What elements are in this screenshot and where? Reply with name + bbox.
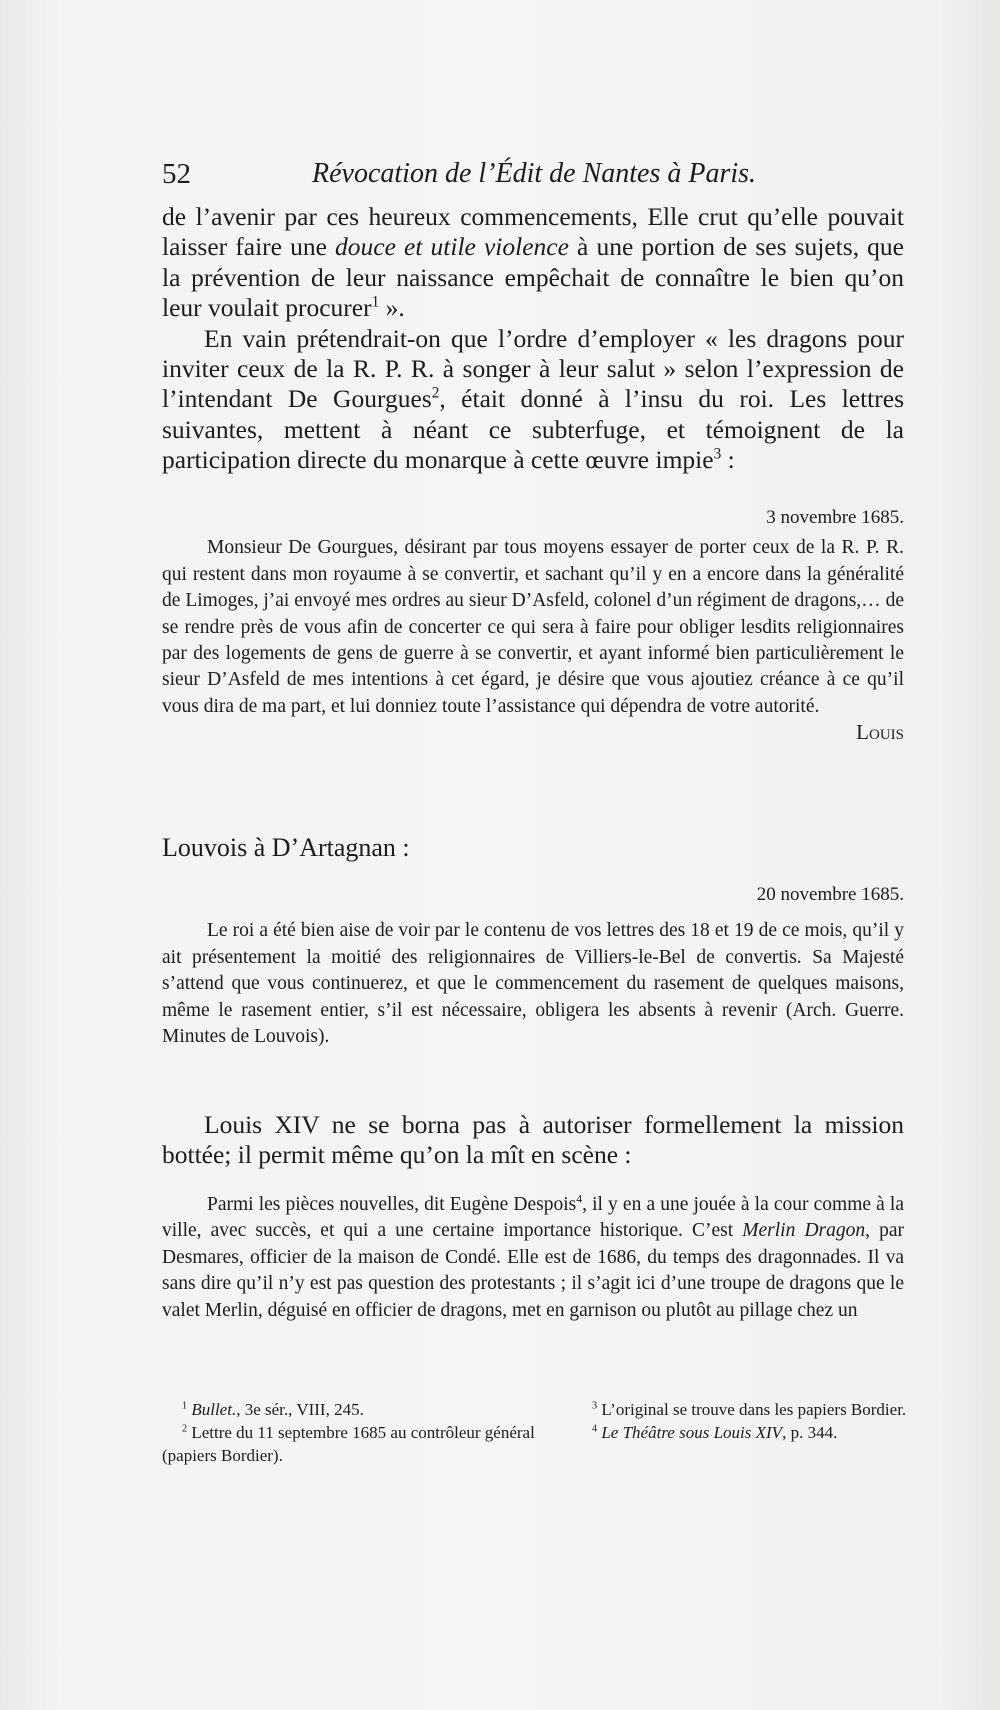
main-text	[162, 202, 904, 476]
footnote-3	[572, 1398, 908, 1421]
paragraph-3-block	[162, 1110, 904, 1171]
paragraph-1-italic: douce et utile violence	[335, 232, 569, 262]
running-title: Révocation de l’Édit de Nantes à Paris.	[312, 158, 757, 189]
footnote-1-number: 1	[182, 1400, 188, 1412]
paragraph-2-end: :	[721, 445, 735, 475]
letter-1-body: Monsieur De Gourgues, désirant par tous moyens essayer de porter ceux de la R. P. R. qui restent dans mon royaume à se convertir, et sachant qu’il y en a encore dans la généralité de Limoges, j’ai envoyé mes ordres au sieur D’Asfeld, colonel d’un régiment de dragons,… de se rendre près de vous afin de concerter ce qui sera à faire pour obliger lesdits religionnaires par des logements de gens de guerre à se convertir, et ayant informé bien particulièrement le sieur D’Asfeld de mes intentions à cet égard, je désire que vous ajoutiez créance à ce qu’il vous dira de ma part, et lui donniez toute l’assistance qui dépendra de votre autorité.	[162, 537, 904, 717]
quote-text-2: , il y en a une jouée à la cour comme à la ville, avec succès, et qui a une certaine importance historique. C’est	[162, 1194, 905, 1242]
paragraph-1-end: ».	[379, 293, 405, 323]
paragraph-3: Louis XIV ne se borna pas à autoriser formellement la mission bottée; il permit même qu’on la mît en scène :	[162, 1110, 904, 1170]
paragraph-2-text: En vain prétendrait-on que l’ordre d’employer « les dragons pour inviter ceux de la R. P. R. à songer à leur salut » selon l’expression de l’intendant De Gourgues	[162, 323, 904, 414]
footnote-2	[162, 1421, 547, 1467]
paragraph-1	[162, 202, 904, 324]
footnotes-left	[162, 1398, 547, 1467]
letter-louvois	[162, 882, 904, 1050]
footnote-3-number: 3	[592, 1400, 598, 1412]
footnote-ref-1: 1	[371, 293, 380, 311]
quote-text-1: Parmi les pièces nouvelles, dit Eugène Despois	[207, 1194, 577, 1215]
letter-2-body: Le roi a été bien aise de voir par le contenu de vos lettres des 18 et 19 de ce mois, qu’il y ait présentement la moitié des religionnaires de Villiers-le-Bel de convertis. Sa Majesté s’attend que vous continuerez, et que le commencement du rasement de quelques maisons, même le rasement entier, s’il est nécessaire, obligera les absents à revenir (Arch. Guerre. Minutes de Louvois).	[162, 920, 904, 1048]
footnote-ref-2: 2	[431, 384, 440, 402]
footnote-1	[162, 1398, 547, 1421]
page-header	[162, 158, 904, 198]
paragraph-1-text: de l’avenir par ces heureux commencements, Elle crut qu’elle pouvait laisser faire une	[162, 202, 904, 262]
letter-2-date: 20 novembre 1685.	[756, 884, 904, 905]
footnote-4-number: 4	[592, 1423, 598, 1435]
despois-quote	[162, 1192, 904, 1324]
footnote-4-italic: Le Théâtre sous Louis XIV	[601, 1423, 783, 1442]
footnotes-right	[572, 1398, 908, 1444]
paragraph-1-text-2: à une portion de ses sujets, que la prévention de leur naissance empêchait de connaître le bien qu’on leur voulait procurer	[162, 232, 904, 323]
footnote-4	[572, 1421, 908, 1444]
page-number: 52	[162, 158, 191, 190]
letter-louis-xiv	[162, 505, 904, 744]
footnote-4-text: , p. 344.	[782, 1423, 838, 1442]
footnote-1-italic: Bullet.	[191, 1400, 237, 1419]
quote-italic-title: Merlin Dragon	[742, 1220, 866, 1242]
quote-text-3: , par Desmares, officier de la maison de Condé. Elle est de 1686, du temps des dragonnades. Il va sans dire qu’il n’y est pas question des protestants ; il s’agit ici d’une troupe de dragons que le valet Merlin, déguisé en officier de dragons, met en garnison ou plutôt au pillage chez un	[162, 1220, 904, 1321]
paragraph-2-text-2: , était donné à l’insu du roi. Les lettres suivantes, mettent à néant ce subterfuge, et témoignent de la participation directe du monarque à cette œuvre impie	[162, 384, 904, 475]
paragraph-2	[162, 324, 904, 476]
footnote-1-text: , 3e sér., VIII, 245.	[236, 1400, 364, 1419]
letter-1-signature: Louis	[856, 720, 904, 745]
footnote-2-number: 2	[182, 1423, 188, 1435]
footnote-3-text: L’original se trouve dans les papiers Bordier.	[601, 1400, 907, 1419]
footnote-ref-3: 3	[713, 445, 722, 463]
footnote-ref-4: 4	[576, 1192, 583, 1206]
letter-1-date: 3 novembre 1685.	[766, 507, 904, 528]
footnote-2-text: Lettre du 11 septembre 1685 au contrôleur général (papiers Bordier).	[162, 1423, 535, 1465]
quote-text	[162, 1192, 904, 1324]
heading-louvois: Louvois à D’Artagnan :	[162, 833, 410, 862]
